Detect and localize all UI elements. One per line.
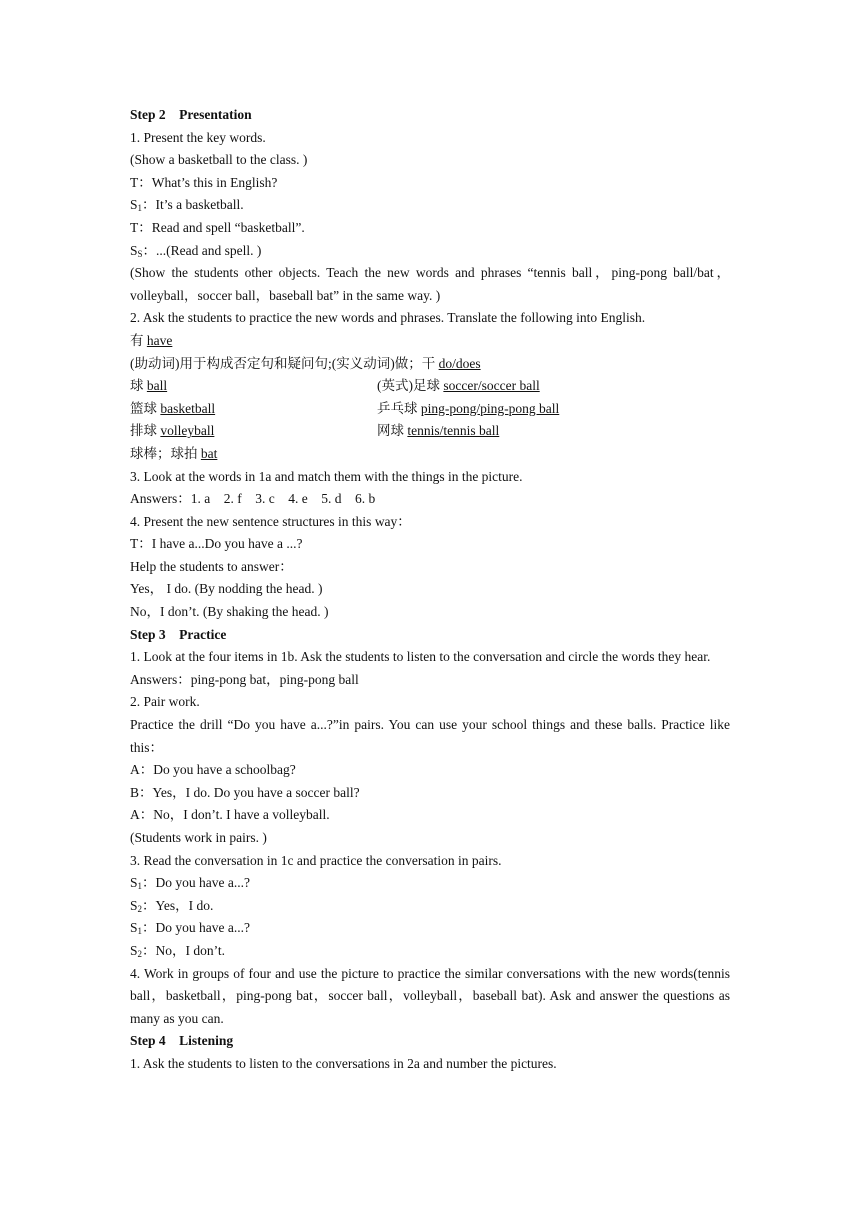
step3-paragraph: Practice the drill “Do you have a...?”in pairs. You can use your school things and these balls. Practice like this： [130,717,730,755]
step3-line: A：Do you have a schoolbag? [130,762,296,778]
step2-line: (Show a basketball to the class. ) [130,152,308,168]
step3-heading: Step 3 Practice [130,626,227,642]
vocab-english: bat [200,445,218,461]
dialogue-line [130,240,730,263]
vocab-chinese: 网球 [377,423,408,439]
dialogue-line [130,917,730,940]
step2-line: T：I have a...Do you have a ...? [130,536,303,552]
step2-line: 4. Present the new sentence structures in this way： [130,513,411,529]
speaker-subscript: 1 [137,926,143,937]
document-page [130,104,730,1076]
step3-line: B：Yes，I do. Do you have a soccer ball? [130,784,360,800]
step3-line: 3. Read the conversation in 1c and practice the conversation in pairs. [130,852,502,868]
speaker-subscript: 1 [137,203,143,214]
vocab-chinese: 排球 [130,423,161,439]
vocab-chinese: (助动词)用于构成否定句和疑问句;(实义动词)做；干 [130,355,439,371]
step2-line: 3. Look at the words in 1a and match them with the things in the picture. [130,468,523,484]
vocab-english: basketball [160,400,216,416]
speaker: S [130,942,138,958]
vocab-english: volleyball [160,423,215,439]
step3-paragraph: 4. Work in groups of four and use the picture to practice the similar conversations with the new words(tennis ball，basketball，ping-pong bat，soccer ball，volleyball，baseball bat). Ask and answer the questions as many as you can. [130,965,730,1026]
vocab-chinese: 乒乓球 [377,400,421,416]
vocab-chinese: 篮球 [130,400,161,416]
dialogue-line [130,895,730,918]
step2-line: 2. Ask the students to practice the new words and phrases. Translate the following into English. [130,310,646,326]
vocab-chinese: 有 [130,332,147,348]
speaker-subscript: 2 [137,903,143,914]
vocab-item [130,330,730,353]
dialogue-text: ：Do you have a...? [142,875,250,891]
step2-line: T：What’s this in English? [130,174,278,190]
vocab-item [130,398,377,421]
vocab-row [130,398,730,421]
vocab-chinese: (英式)足球 [377,378,444,394]
step2-line: Yes， I do. (By nodding the head. ) [130,581,323,597]
step2-line: Help the students to answer： [130,558,293,574]
vocab-english: tennis/tennis ball [407,423,500,439]
step2-line: Answers：1. a 2. f 3. c 4. e 5. d 6. b [130,491,376,507]
speaker: S [130,242,138,258]
step2-paragraph: (Show the students other objects. Teach the new words and phrases “tennis ball，ping-pong ball/bat，volleyball，soccer ball，baseball bat” in the same way. ) [130,265,730,303]
speaker-subscript: 2 [137,948,143,959]
speaker: S [130,920,138,936]
vocab-item [377,398,559,421]
vocab-item [130,353,730,376]
dialogue-line [130,194,730,217]
vocab-item [377,420,499,443]
speaker: S [130,897,138,913]
step2-line: No，I don’t. (By shaking the head. ) [130,604,329,620]
step4-heading: Step 4 Listening [130,1033,234,1049]
step4-line: 1. Ask the students to listen to the conversations in 2a and number the pictures. [130,1055,557,1071]
vocab-item [130,420,377,443]
step2-line: T：Read and spell “basketball”. [130,219,305,235]
step3-line: A：No，I don’t. I have a volleyball. [130,807,330,823]
dialogue-text: ：...(Read and spell. ) [142,242,262,258]
step3-line: (Students work in pairs. ) [130,830,267,845]
vocab-row [130,420,730,443]
vocab-english: have [146,332,173,348]
vocab-english: soccer/soccer ball [443,378,540,394]
speaker: S [130,197,138,213]
dialogue-line [130,872,730,895]
speaker-subscript: 1 [137,881,143,892]
speaker-subscript: S [137,248,143,259]
vocab-item [130,443,730,466]
dialogue-text: ：Yes，I do. [142,897,214,913]
vocab-item [130,375,377,398]
step2-line: 1. Present the key words. [130,129,266,145]
vocab-english: ball [146,378,168,394]
vocab-chinese: 球棒；球拍 [130,445,201,461]
step3-line: Answers：ping-pong bat，ping-pong ball [130,671,359,687]
vocab-english: do/does [438,355,481,371]
vocab-row [130,375,730,398]
vocab-item [377,375,540,398]
dialogue-text: ：Do you have a...? [142,920,250,936]
dialogue-line [130,940,730,963]
step2-heading: Step 2 Presentation [130,107,252,122]
step3-line: 2. Pair work. [130,694,200,710]
dialogue-text: ：No，I don’t. [142,942,226,958]
step3-paragraph: 1. Look at the four items in 1b. Ask the students to listen to the conversation and circle the words they hear. [130,649,711,665]
dialogue-text: ：It’s a basketball. [142,197,244,213]
vocab-chinese: 球 [130,378,147,394]
vocab-english: ping-pong/ping-pong ball [420,400,560,416]
speaker: S [130,875,138,891]
